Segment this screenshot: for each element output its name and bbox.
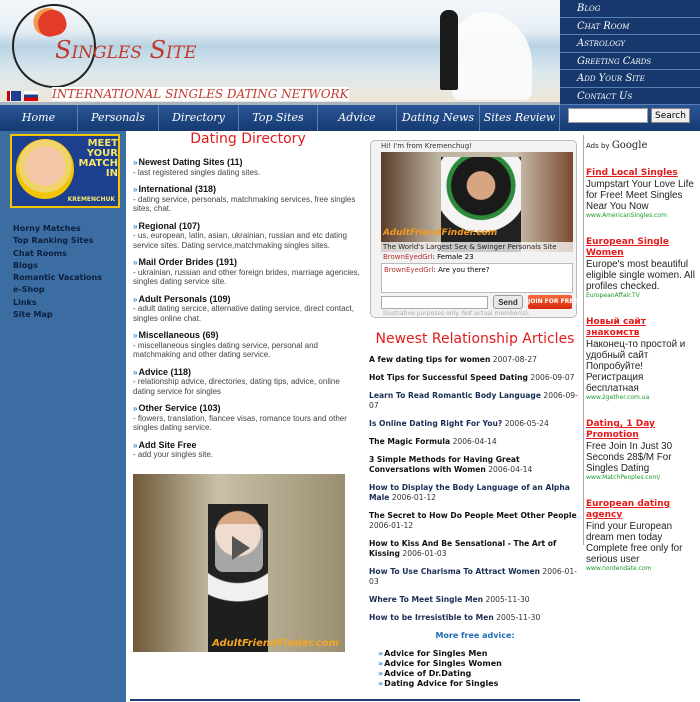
column-divider [583,135,584,545]
sidebar-link[interactable]: Blogs [13,260,38,270]
top-menu-blog[interactable]: Blog [560,0,700,18]
category-description: - flowers, translation, fiancee visas, romance tours and other singles dating service. [133,413,347,432]
article-date: 2006-01-03 [369,567,577,586]
double-arrow-icon: » [133,158,138,167]
join-free-button[interactable]: JOIN FOR FREE [528,295,572,309]
ads-label: Ads by [586,142,610,150]
article-date: 2006-01-12 [391,493,436,502]
chat-disclaimer: Illustrative purposes only. Not actual member(s). [383,310,530,317]
article-link[interactable]: Where To Meet Single Men [369,595,484,604]
google-ads [586,140,698,590]
play-icon[interactable] [215,524,263,572]
article-date: 2005-11-30 [496,613,541,622]
category-link[interactable]: Adult Personals (109) [138,293,231,304]
article-date: 2006-05-24 [504,419,549,428]
category-link[interactable]: Regional (107) [138,220,200,231]
advice-link-label: Advice for Singles Women [384,659,502,668]
ad-body: Free Join In Just 30 Seconds 28$/M For Singles Dating [586,441,673,474]
directory-category [133,330,363,360]
article-item [369,567,581,587]
article-item [369,483,581,503]
ad-title-link[interactable]: Dating, 1 Day Promotion [586,419,655,440]
advice-link[interactable] [378,659,581,669]
webcam-image[interactable] [381,152,573,252]
article-item [369,355,581,365]
article-link[interactable]: Hot Tips for Successful Speed Dating [369,373,528,382]
ad-title-link[interactable]: Find Local Singles [586,168,678,178]
category-link[interactable]: Miscellaneous (69) [138,330,219,340]
category-description: - add your singles site. [133,450,214,459]
video-ad[interactable] [133,474,345,652]
double-arrow-icon: » [378,679,384,688]
cam-slogan: The World's Largest Sex & Swinger Personals Site [381,242,573,252]
sidebar-link[interactable]: Links [13,297,37,307]
search-button[interactable]: Search [651,108,690,123]
chat-profile-line [383,253,474,262]
category-link[interactable]: International (318) [138,184,216,194]
article-link[interactable]: How to Display the Body Language of an Alpha Male [369,483,570,502]
ad-item [586,168,698,220]
sidebar-link[interactable]: Horny Matches [13,224,81,233]
article-date: 2007-08-27 [492,355,537,364]
article-date: 2006-04-14 [488,465,533,474]
double-arrow-icon: » [133,440,138,450]
top-menu-astrology[interactable]: Astrology [560,35,700,53]
sidebar-links [13,223,102,321]
search-input[interactable] [568,108,648,123]
bottom-divider [130,699,580,701]
advice-link[interactable] [378,679,581,689]
ad-url[interactable]: www.2gether.com.ua [586,394,650,401]
ads-by-google [586,140,698,152]
top-menu [560,0,700,105]
chat-message: : Are you there? [433,266,490,274]
ad-banner-city: KREMENCHUK [67,196,115,203]
ad-item [586,237,698,300]
tagline: INTERNATIONAL SINGLES DATING NETWORK [52,87,349,101]
article-item [369,511,581,531]
category-link[interactable]: Other Service (103) [138,403,221,413]
nav-top-sites[interactable]: Top Sites [239,105,318,131]
sidebar-link[interactable]: e-Shop [13,285,45,295]
category-link[interactable]: Add Site Free [138,439,197,450]
sidebar-link[interactable]: Chat Rooms [13,248,67,258]
directory-category [133,440,363,460]
article-link[interactable]: 3 Simple Methods for Having Great Conversations with Women [369,455,520,474]
dating-directory [133,131,363,652]
send-button[interactable]: Send [493,295,523,309]
directory-category [133,184,363,214]
ad-body: Europe's most beautiful eligible single women. All profiles checked. [586,259,695,292]
chat-nick: BrownEyedGrl [383,253,433,261]
category-description: - last registered singles dating sites. [133,167,261,177]
double-arrow-icon: » [133,294,138,304]
category-description: - adult dating sercice, alternative dating service, direct contact, singles online chat. [133,304,354,323]
double-arrow-icon: » [133,185,138,194]
advice-link-label: Advice for Singles Men [384,649,488,658]
advice-link-label: Advice of Dr.Dating [384,669,472,678]
category-description: - us, european, latin, asian, ukrainian, russian and etc dating service sites. Dating service,matchmaking singles sites. [133,231,347,250]
article-link[interactable]: Learn To Read Romantic Body Language [369,391,541,400]
ad-face-image [16,139,74,199]
top-menu-greeting-cards[interactable]: Greeting Cards [560,53,700,71]
ad-title-link[interactable]: Новый сайт знакомств [586,317,646,338]
advice-link[interactable] [378,669,581,679]
ad-url[interactable]: www.AmericanSingles.com [586,212,667,219]
site-name[interactable]: Singles Site [55,36,197,64]
ad-body: Наконец-то простой и удобный сайт Попробуйте! Регистрация бесплатная [586,339,686,394]
directory-category [133,294,363,324]
video-brand: AdultFriendFinder.com [212,637,339,649]
google-logo: Google [611,140,648,151]
ad-title-link[interactable]: European Single Women [586,237,669,258]
sidebar-link[interactable]: Top Ranking Sites [13,236,94,246]
directory-title: Dating Directory [190,131,306,147]
ad-item [586,499,698,573]
directory-category [133,257,363,287]
top-menu-add-your-site[interactable]: Add Your Site [560,70,700,88]
ad-banner-text: MEET YOUR MATCH IN [78,138,118,179]
double-arrow-icon: » [378,649,384,658]
articles-title: Newest Relationship Articles [375,331,575,347]
article-item [369,595,581,605]
double-arrow-icon: » [378,669,384,678]
left-sidebar [0,131,126,702]
chat-profile: : Female 23 [432,253,474,261]
article-date: 2005-11-30 [485,595,530,604]
article-item [369,419,581,429]
double-arrow-icon: » [378,659,384,668]
ad-url[interactable]: www.MatchPeoples.com/ [586,474,661,481]
chat-greeting: Hi! I'm from Kremenchug! [381,142,472,150]
nav-directory[interactable]: Directory [159,105,239,131]
top-menu-contact-us[interactable]: Contact Us [560,88,700,106]
article-date: 2006-09-07 [369,391,578,410]
article-link[interactable]: The Magic Formula [369,437,451,446]
articles-section [369,331,581,689]
category-description: - miscellaneous singles dating service, personal and matchmaking and other dating service. [133,340,318,359]
article-item [369,539,581,559]
chat-nick: BrownEyedGrl [384,266,434,274]
language-flags [7,91,38,101]
nav-sites-review[interactable]: Sites Review [480,105,560,131]
directory-category [133,157,363,177]
article-link[interactable]: How to be Irresistible to Men [369,613,494,622]
ad-item [586,419,698,482]
category-link[interactable]: Advice (118) [138,366,191,377]
category-link[interactable]: Mail Order Brides (191) [138,257,237,267]
nav-home[interactable]: Home [0,105,78,131]
nav-advice[interactable]: Advice [318,105,397,131]
chat-messages [381,263,573,293]
sidebar-link[interactable]: Romantic Vacations [13,273,102,283]
directory-category [133,221,363,251]
top-menu-chat-room[interactable]: Chat Room [560,18,700,36]
article-link[interactable]: The Secret to How Do People Meet Other People [369,511,577,520]
article-link[interactable]: A few dating tips for women [369,355,491,364]
article-item [369,613,581,623]
nav-dating-news[interactable]: Dating News [397,105,480,131]
category-description: - relationship advice, directories, dating tips, advice, online dating service for singles [133,377,340,396]
sidebar-link[interactable]: Site Map [13,310,53,320]
couple-image [430,0,550,100]
category-description: - ukrainian, russian and other foreign brides, marriage agencies, singles dating service site. [133,267,360,286]
article-link[interactable]: How to Kiss And Be Sensational - The Art of Kissing [369,539,557,558]
nav-personals[interactable]: Personals [78,105,159,131]
cam-brand: AdultFriendFinder.com [383,228,498,238]
article-link[interactable]: Is Online Dating Right For You? [369,419,503,428]
advice-link[interactable] [378,649,581,659]
article-item [369,391,581,411]
article-item [369,373,581,383]
double-arrow-icon: » [133,331,138,340]
chat-widget [370,140,577,318]
category-description: - dating service, personals, matchmaking services, free singles sites, chat. [133,194,356,213]
article-date: 2006-09-07 [530,373,575,382]
article-date: 2006-04-14 [452,437,497,446]
ad-title-link[interactable]: European dating agency [586,499,671,520]
double-arrow-icon: » [133,258,138,267]
more-advice-label: More free advice: [435,631,515,640]
russian-flag-icon[interactable] [24,91,38,101]
ad-body: Find your European dream men today Complete free only for serious user [586,521,683,565]
ad-url[interactable]: EuropeanAffair.TV [586,292,640,299]
directory-category [133,367,363,397]
article-date: 2006-01-03 [402,549,447,558]
ad-url[interactable]: www.nordendate.com [586,565,652,572]
double-arrow-icon: » [133,367,138,377]
article-link[interactable]: How To Use Charisma To Attract Women [369,567,540,576]
article-date: 2006-01-12 [369,521,414,530]
article-item [369,437,581,447]
directory-category [133,403,363,433]
chat-input[interactable] [381,296,488,309]
meet-your-match-banner[interactable] [10,134,120,208]
ad-item [586,317,698,402]
header-banner [0,0,560,105]
advice-link-label: Dating Advice for Singles [384,679,499,688]
double-arrow-icon: » [133,404,138,413]
article-item [369,455,581,475]
category-link[interactable]: Newest Dating Sites (11) [138,157,243,167]
english-flag-icon[interactable] [7,91,21,101]
ad-body: Jumpstart Your Love Life for Free! Meet Singles Near You Now [586,179,694,212]
double-arrow-icon: » [133,221,138,231]
